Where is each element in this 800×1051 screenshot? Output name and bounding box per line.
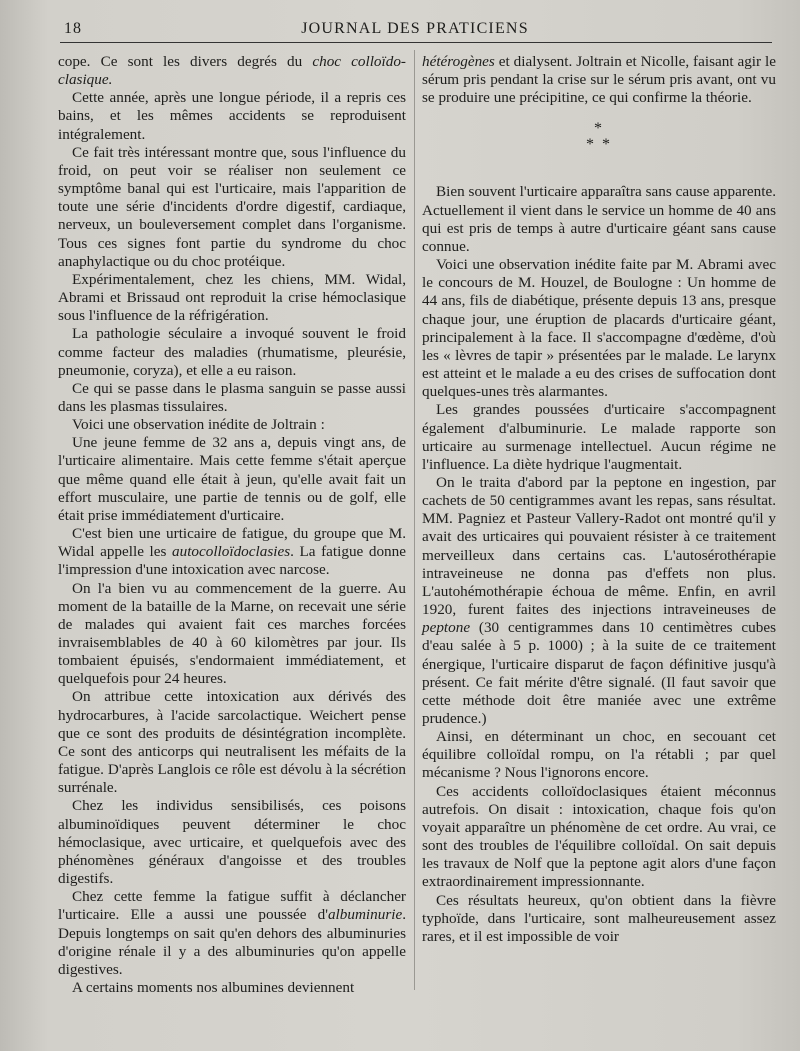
paragraph: Expérimentalement, chez les chiens, MM. Widal, Abrami et Brissaud ont reproduit la crise hémoclasique sous l'influence de la réfrigération. [58,270,406,325]
page-header [60,20,770,44]
page-bottom-margin [0,990,800,1051]
paragraph: Cette année, après une longue période, il a repris ces bains, et les mêmes accidents se reproduisent intégralement. [58,89,406,143]
paragraph: Voici une observation inédite faite par M. Abrami avec le concours de M. Houzel, de Boulogne : Un homme de 44 ans, fils de diabétique, présente depuis 13 ans, presque chaque jour, une éruption de placards d'urticaire géant, principalement à la face. Il s'accompagne d'œdème, d'où les « lèvres de tapir » présentées par le malade. Le larynx est atteint et le malade a eu des crises de suffocation dont quelques-unes très alarmantes. [422,256,776,401]
paragraph: On l'a bien vu au commencement de la guerre. Au moment de la bataille de la Marne, on recevait une série de malades qui avaient fait ces marches forcées invraisemblables de 40 à 60 kilomètres par jour. Ils tombaient épuisés, s'endormaient immédiatement, et quelquefois pour 24 heures. [58,579,406,688]
paragraph: Ce fait très intéressant montre que, sous l'influence du froid, on peut voir se réaliser non seulement ce symptôme banal qui est l'urticaire, mais l'apparition de toute une série d'incidents d'ordre digestif, cardiaque, nerveux, un bouleversement complet dans l'organisme. Tous ces signes font partie du syndrome du choc anaphylactique ou du choc protéique. [58,143,406,270]
left-column [58,53,406,997]
paragraph: La pathologie séculaire a invoqué souvent le froid comme facteur des maladies (rhumatisme, pleurésie, pneumonie, coryza), et elle a eu raison. [58,325,406,379]
section-break-asterism: * * * [586,120,612,154]
paragraph: Une jeune femme de 32 ans a, depuis vingt ans, de l'urticaire alimentaire. Mais cette femme s'était aperçue que même quand elle était à jeun, qu'elle avait fait un effort musculaire, une partie de tennis ou de golf, elle était prise immédiatement d'urticaire. [58,434,406,524]
paragraph: Bien souvent l'urticaire apparaîtra sans cause apparente. Actuellement il vient dans le service un homme de 40 ans qui est pris de temps à autre d'urticaire géant sans cause connue. [422,183,776,255]
paragraph: On attribue cette intoxication aux dérivés des hydrocarbures, à l'acide sarcolactique. Weichert pense que ce sont des produits de désintégration incomplète. Ce sont des anticorps qui neutralisent les méfaits de la fatigue. D'après Langlois ce rôle est dévolu à la sécrétion surrénale. [58,688,406,797]
page-number: 18 [64,20,82,37]
paragraph: Les grandes poussées d'urticaire s'accompagnent également d'albuminurie. Le malade rapporte son urticaire au surmenage intellectuel. Aucun régime ne l'influence. La diète hydrique l'augmentait. [422,401,776,473]
paragraph: Ces accidents colloïdoclasiques étaient méconnus autrefois. On disait : intoxication, chaque fois qu'on voyait apparaître un phénomène de cet ordre. Au vrai, ce sont des troubles de l'équilibre colloïdal. On sait depuis les travaux de Nolf que la peptone agit alors d'une façon extraordinairement impressionnante. [422,782,776,891]
running-title: JOURNAL DES PRATICIENS [301,20,529,37]
paragraph: Chez cette femme la fatigue suffit à déclancher l'urticaire. Elle a aussi une poussée d'albuminurie. Depuis longtemps on sait qu'en dehors des albuminuries d'origine rénale il y a des albuminuries qu'on appelle digestives. [58,888,406,978]
paragraph: Ce qui se passe dans le plasma sanguin se passe aussi dans les plasmas tissulaires. [58,379,406,415]
right-column [422,53,776,946]
paragraph: Chez les individus sensibilisés, ces poisons albuminoïdiques peuvent déterminer le choc hémoclasique, avec urticaire, et quelquefois avec des phénomènes généraux d'angoisse et des troubles digestifs. [58,797,406,888]
paragraph: Ces résultats heureux, qu'on obtient dans la fièvre typhoïde, dans l'urticaire, sont malheureusement assez rares, et il est impossible de voir [422,891,776,945]
column-divider [414,50,415,990]
paragraph: A certains moments nos albumines deviennent [72,978,355,996]
paragraph: hétérogènes et dialysent. Joltrain et Nicolle, faisant agir le sérum pris pendant la crise sur le sérum pris avant, ont vu se produire une précipitine, ce qui confirme la théorie. [422,53,776,107]
paragraph: Voici une observation inédite de Joltrain : [72,416,325,434]
paragraph: Ainsi, en déterminant un choc, en secouant cet équilibre colloïdal rompu, on l'a rétabli ; par quel mécanisme ? Nous l'ignorons encore. [422,728,776,782]
paragraph: On le traita d'abord par la peptone en ingestion, par cachets de 50 centigrammes avant les repas, sans résultat. MM. Pagniez et Pasteur Vallery-Radot ont montré qu'il y avait des urticaires qui pouvaient résister à ce traitement merveilleux dans certains cas. L'autosérothérapie intraveineuse ne donna pas d'effets non plus. L'autohémothérapie échoua de même. Enfin, en avril 1920, furent faites des injections intraveineuses de peptone (30 centigrammes dans 10 centimètres cubes d'eau salée à 5 p. 1000) ; à la suite de ce traitement énergique, l'urticaire disparut de façon définitive jusqu'à présent. Ce fait mérite d'être signalé. (Il faut savoir que cette méthode doit être maniée avec une extrême prudence.) [422,473,776,727]
paragraph: C'est bien une urticaire de fatigue, du groupe que M. Widal appelle les autocolloïdoclasies. La fatigue donne l'impression d'une intoxication avec narcose. [58,525,406,579]
header-rule [60,42,772,43]
paragraph: cope. Ce sont les divers degrés du choc colloïdo-clasique. [58,53,406,89]
